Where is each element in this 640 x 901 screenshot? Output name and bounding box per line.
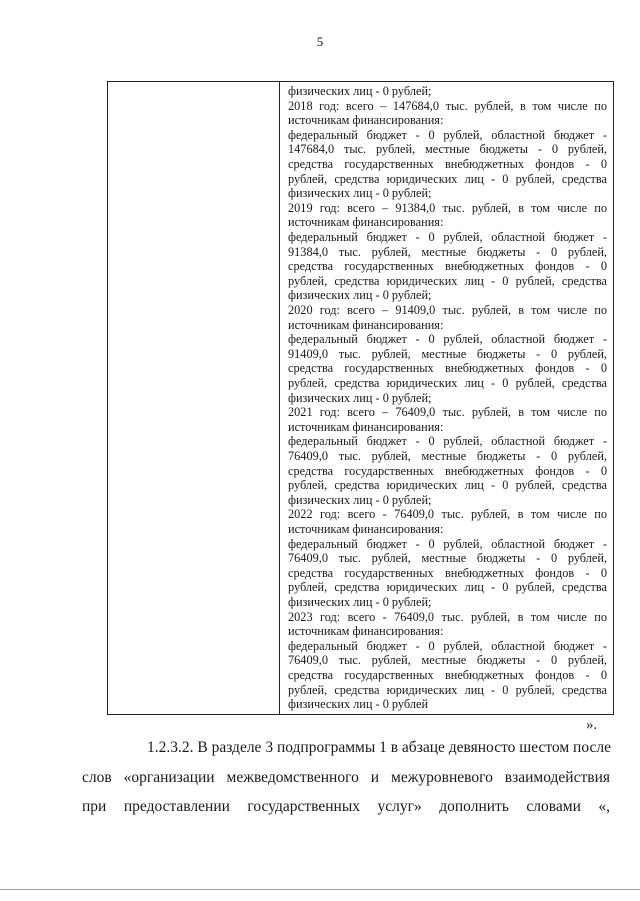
table-right-column	[280, 82, 613, 714]
table-line: федеральный бюджет - 0 рублей, областной бюджет -	[288, 434, 607, 449]
paragraph-line: слов «организации межведомственного и межуровневого взаимодействия	[82, 769, 610, 786]
table-line: средства государственных внебюджетных фондов - 0	[288, 668, 607, 682]
table-line: средства государственных внебюджетных фондов - 0	[288, 463, 607, 478]
table-line: физических лиц - 0 рублей;	[288, 595, 432, 609]
table-line: физических лиц - 0 рублей;	[288, 84, 432, 98]
table-line: 2020 год: всего – 91409,0 тыс. рублей, в том числе по	[288, 303, 607, 317]
table-line: рублей, средства юридических лиц - 0 рублей, средства	[288, 682, 607, 697]
table-line: физических лиц - 0 рублей;	[288, 492, 432, 507]
funding-table	[107, 81, 614, 715]
table-line: рублей, средства юридических лиц - 0 рублей, средства	[288, 478, 607, 493]
table-line: 76409,0 тыс. рублей, местные бюджеты - 0 рублей,	[288, 653, 607, 668]
table-line: рублей, средства юридических лиц - 0 рублей, средства	[288, 376, 607, 390]
table-line: 91384,0 тыс. рублей, местные бюджеты - 0 рублей,	[288, 244, 607, 259]
table-line: источникам финансирования:	[288, 215, 444, 230]
table-line: источникам финансирования:	[288, 317, 444, 332]
table-line: 2019 год: всего – 91384,0 тыс. рублей, в том числе по	[288, 200, 607, 215]
table-line: средства государственных внебюджетных фондов - 0	[288, 361, 607, 376]
paragraph-line: 1.2.3.2. В разделе 3 подпрограммы 1 в абзаце девяносто шестом после	[147, 739, 611, 756]
table-line: 76409,0 тыс. рублей, местные бюджеты - 0 рублей,	[288, 449, 607, 463]
table-line: средства государственных внебюджетных фондов - 0	[288, 259, 607, 274]
table-line: источникам финансирования:	[288, 624, 444, 639]
table-line: федеральный бюджет - 0 рублей, областной бюджет -	[288, 638, 607, 653]
table-line: 91409,0 тыс. рублей, местные бюджеты - 0 рублей,	[288, 346, 607, 361]
table-line: рублей, средства юридических лиц - 0 рублей, средства	[288, 171, 607, 186]
table-left-column	[108, 82, 280, 714]
table-line: рублей, средства юридических лиц - 0 рублей, средства	[288, 580, 607, 595]
table-line: федеральный бюджет - 0 рублей, областной бюджет -	[288, 230, 607, 244]
table-line: федеральный бюджет - 0 рублей, областной бюджет -	[288, 127, 607, 142]
table-line: физических лиц - 0 рублей	[288, 697, 429, 712]
table-line: средства государственных внебюджетных фондов - 0	[288, 157, 607, 171]
page-bottom-rule	[0, 889, 640, 890]
paragraph-line: при предоставлении государственных услуг» дополнить словами «,	[82, 798, 610, 815]
table-line: 2018 год: всего – 147684,0 тыс. рублей, в том числе по	[288, 98, 607, 113]
table-line: 76409,0 тыс. рублей, местные бюджеты - 0 рублей,	[288, 551, 607, 566]
table-line: федеральный бюджет - 0 рублей, областной бюджет -	[288, 536, 607, 551]
table-line: источникам финансирования:	[288, 113, 444, 128]
closing-quote: ».	[586, 717, 598, 733]
table-line: федеральный бюджет - 0 рублей, областной бюджет -	[288, 332, 607, 347]
table-line: 2021 год: всего – 76409,0 тыс. рублей, в том числе по	[288, 405, 607, 420]
table-line: 147684,0 тыс. рублей, местные бюджеты - 0 рублей,	[288, 142, 607, 157]
table-line: источникам финансирования:	[288, 419, 444, 434]
table-line: средства государственных внебюджетных фондов - 0	[288, 565, 607, 580]
table-line: физических лиц - 0 рублей;	[288, 186, 432, 201]
table-line: источникам финансирования:	[288, 522, 444, 536]
page-number: 5	[316, 34, 324, 49]
table-line: 2022 год: всего - 76409,0 тыс. рублей, в том числе по	[288, 507, 607, 522]
table-line: физических лиц - 0 рублей;	[288, 288, 432, 303]
table-line: физических лиц - 0 рублей;	[288, 390, 432, 405]
table-line: 2023 год: всего - 76409,0 тыс. рублей, в том числе по	[288, 609, 607, 624]
table-line: рублей, средства юридических лиц - 0 рублей, средства	[288, 273, 607, 288]
